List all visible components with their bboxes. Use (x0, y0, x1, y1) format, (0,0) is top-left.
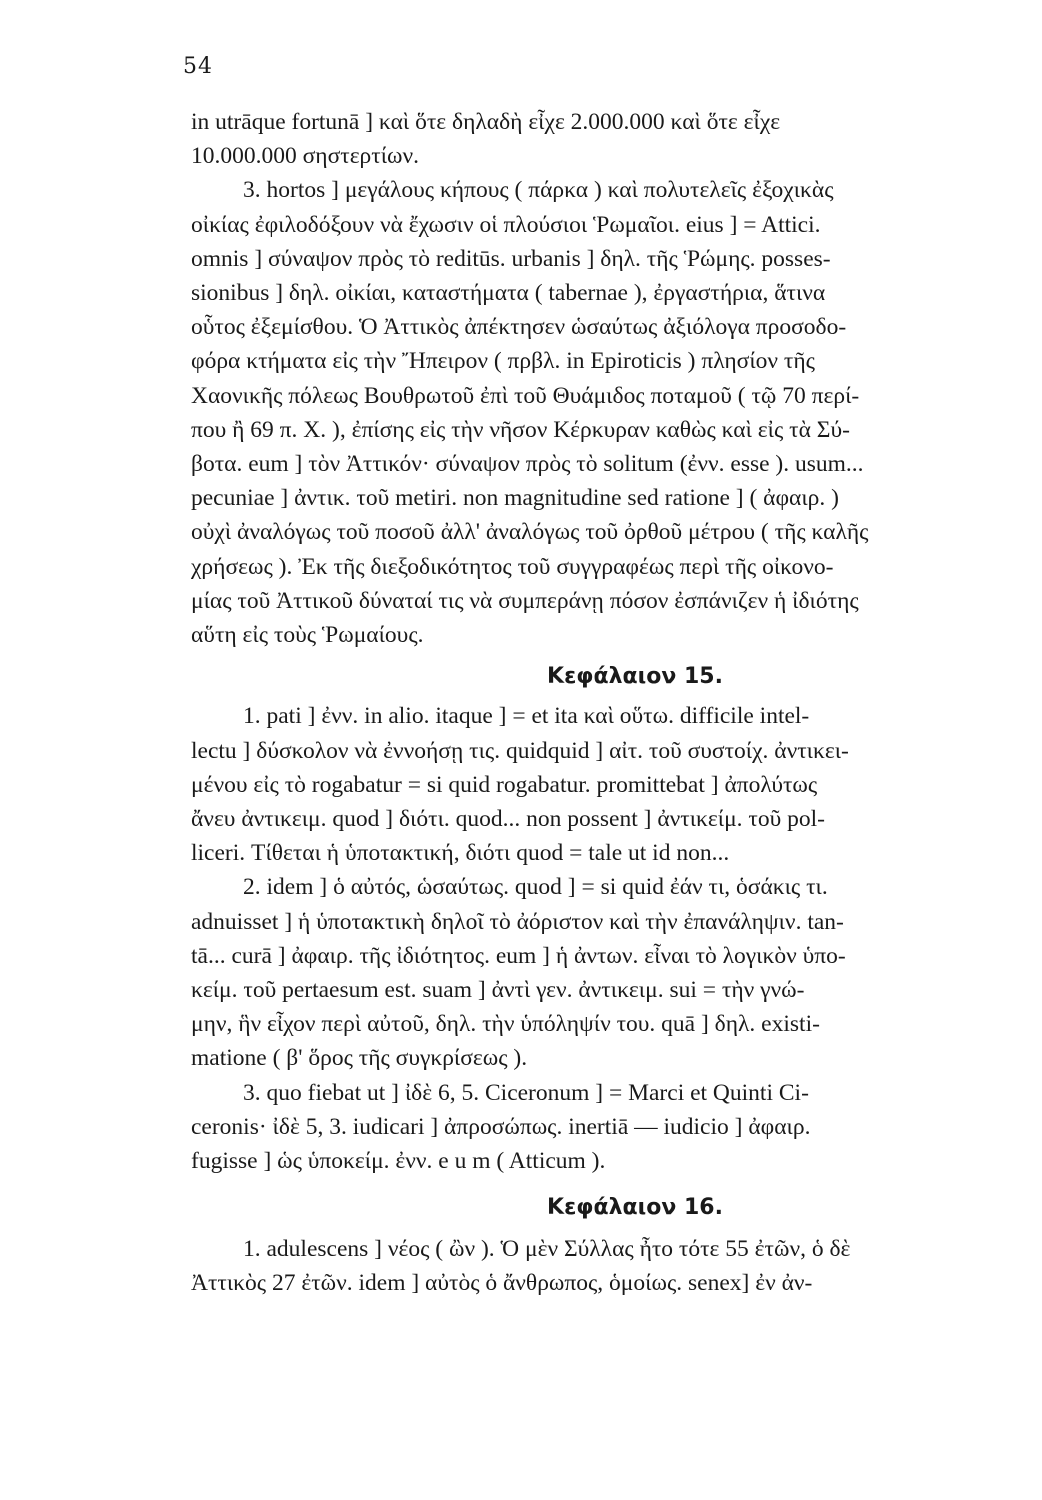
text-line: που ἢ 69 π. Χ. ), ἐπίσης εἰς τὴν νῆσον Κέρκυραν καθὼς καὶ εἰς τὰ Σύ- (191, 416, 850, 443)
chapter-heading: Κεφάλαιον 15. (547, 664, 723, 690)
text-line: αὕτη εἰς τοὺς Ῥωμαίους. (191, 622, 424, 649)
text-line: lectu ] δύσκολον νὰ ἐννοήσῃ τις. quidquid ] αἰτ. τοῦ συστοίχ. ἀντικει- (191, 737, 849, 764)
text-line: μίας τοῦ Ἀττικοῦ δύναταί τις νὰ συμπεράνῃ πόσον ἐσπάνιζεν ἡ ἰδιότης (191, 587, 859, 614)
text-line: οὐχὶ ἀναλόγως τοῦ ποσοῦ ἀλλ' ἀναλόγως τοῦ ὀρθοῦ μέτρου ( τῆς καλῆς (191, 519, 869, 546)
text-line: matione ( β' ὅρος τῆς συγκρίσεως ). (191, 1045, 528, 1072)
text-line: pecuniae ] ἀντικ. τοῦ metiri. non magnitudine sed ratione ] ( ἀφαιρ. ) (191, 485, 839, 512)
text-line: 3. hortos ] μεγάλους κήπους ( πάρκα ) καὶ πολυτελεῖς ἐξοχικὰς (243, 177, 834, 204)
chapter-heading: Κεφάλαιον 16. (547, 1195, 723, 1221)
text-line: 1. adulescens ] νέος ( ὢν ). Ὁ μὲν Σύλλας ἦτο τότε 55 ἐτῶν, ὁ δὲ (243, 1235, 851, 1262)
text-line: liceri. Τίθεται ἡ ὑποτακτική, διότι quod = tale ut id non... (191, 840, 730, 867)
text-line: fugisse ] ὡς ὑποκείμ. ἐνν. e u m ( Atticum ). (191, 1148, 606, 1175)
text-line: Χαονικῆς πόλεως Βουθρωτοῦ ἐπὶ τοῦ Θυάμιδος ποταμοῦ ( τῷ 70 περί- (191, 382, 860, 409)
text-line: 3. quo fiebat ut ] ἰδὲ 6, 5. Ciceronum ] = Marci et Quinti Ci- (243, 1079, 809, 1106)
page-body (191, 105, 1039, 1300)
text-line: ἄνευ ἀντικειμ. quod ] διότι. quod... non possent ] ἀντικείμ. τοῦ pol- (191, 806, 825, 833)
text-line: adnuisset ] ἡ ὑποτακτικὴ δηλοῖ τὸ ἀόριστον καὶ τὴν ἐπανάληψιν. tan- (191, 908, 844, 935)
page-number: 54 (183, 54, 213, 79)
text-line: χρήσεως ). Ἐκ τῆς διεξοδικότητος τοῦ συγγραφέως περὶ τῆς οἰκονο- (191, 553, 834, 580)
text-line: οὗτος ἐξεμίσθου. Ὁ Ἀττικὸς ἀπέκτησεν ὡσαύτως ἀξιόλογα προσοδο- (191, 314, 847, 341)
text-line: 10.000.000 σηστερτίων. (191, 143, 420, 170)
text-line: βοτα. eum ] τὸν Ἀττικόν· σύναψον πρὸς τὸ solitum (ἐνν. esse ). usum... (191, 451, 864, 478)
text-line: κείμ. τοῦ pertaesum est. suam ] ἀντὶ γεν. ἀντικειμ. sui = τὴν γνώ- (191, 977, 805, 1004)
text-line: sionibus ] δηλ. οἰκίαι, καταστήματα ( tabernae ), ἐργαστήρια, ἅτινα (191, 280, 826, 307)
text-line: in utrāque fortunā ] καὶ ὅτε δηλαδὴ εἶχε 2.000.000 καὶ ὅτε εἶχε (191, 109, 781, 135)
text-line: μένου εἰς τὸ rogabatur = si quid rogabatur. promittebat ] ἀπολύτως (191, 771, 818, 798)
text-line: 1. pati ] ἐνν. in alio. itaque ] = et ita καὶ οὕτω. difficile intel- (243, 703, 810, 730)
text-line: 2. idem ] ὁ αὐτός, ὡσαύτως. quod ] = si quid ἐάν τι, ὁσάκις τι. (243, 874, 828, 901)
text-line: omnis ] σύναψον πρὸς τὸ reditūs. urbanis ] δηλ. τῆς Ῥώμης. posses- (191, 245, 831, 272)
text-line: Ἀττικὸς 27 ἐτῶν. idem ] αὐτὸς ὁ ἄνθρωπος, ὁμοίως. senex] ἐν ἀν- (191, 1269, 813, 1296)
text-line: μην, ἣν εἶχον περὶ αὐτοῦ, δηλ. τὴν ὑπόληψίν του. quā ] δηλ. existi- (191, 1011, 820, 1038)
text-line: οἰκίας ἐφιλοδόξουν νὰ ἔχωσιν οἱ πλούσιοι Ῥωμαῖοι. eius ] = Attici. (191, 211, 821, 238)
text-line: ceronis· ἰδὲ 5, 3. iudicari ] ἀπροσώπως. inertiā — iudicio ] ἀφαιρ. (191, 1113, 811, 1140)
text-line: tā... curā ] ἀφαιρ. τῆς ἰδιότητος. eum ] ἡ ἀντων. εἶναι τὸ λογικὸν ὑπο- (191, 942, 846, 969)
text-line: φόρα κτήματα εἰς τὴν Ἤπειρον ( πρβλ. in Epiroticis ) πλησίον τῆς (191, 348, 815, 375)
